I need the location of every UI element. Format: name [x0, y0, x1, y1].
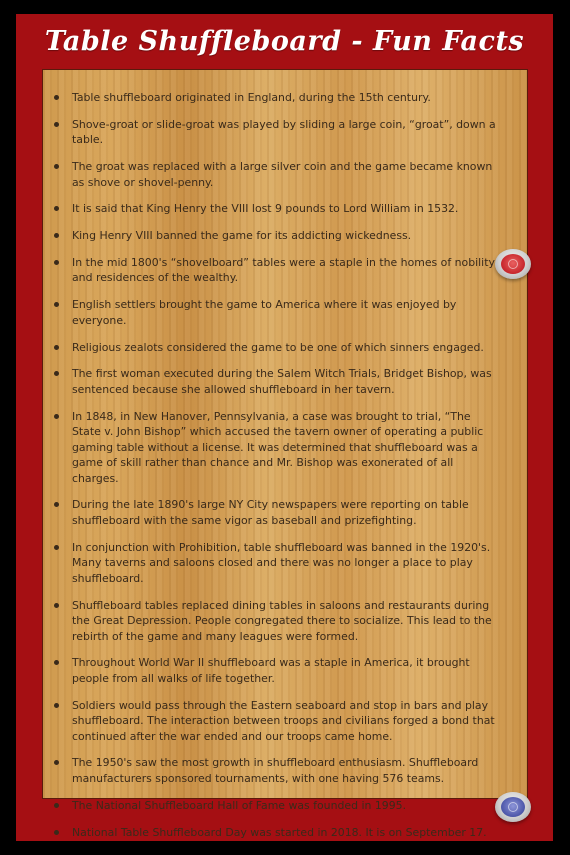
fact-item: English settlers brought the game to America where it was enjoyed by everyone.: [43, 297, 527, 328]
blue-puck-icon: [495, 792, 531, 822]
fact-item: The first woman executed during the Salem Witch Trials, Bridget Bishop, was sentenced because she allowed shuffleboard in her tavern.: [43, 366, 527, 397]
fact-item: Religious zealots considered the game to be one of which sinners engaged.: [43, 340, 527, 356]
fact-item: Shove-groat or slide-groat was played by sliding a large coin, “groat”, down a table.: [43, 117, 527, 148]
fact-item: King Henry VIII banned the game for its addicting wickedness.: [43, 228, 527, 244]
red-puck-emblem: [508, 259, 518, 269]
fact-item: During the late 1890's large NY City newspapers were reporting on table shuffleboard with the same vigor as baseball and prizefighting.: [43, 497, 527, 528]
facts-list: [43, 90, 527, 851]
fact-item: Soldiers would pass through the Eastern seaboard and stop in bars and play shuffleboard. The interaction between troops and civilians forged a bond that continued after the war ended and our troops came home.: [43, 698, 527, 745]
blue-puck-emblem: [508, 802, 518, 812]
fact-item: Table shuffleboard originated in England, during the 15th century.: [43, 90, 527, 106]
fact-item: The groat was replaced with a large silver coin and the game became known as shove or shovel-penny.: [43, 159, 527, 190]
fact-item: Throughout World War II shuffleboard was a staple in America, it brought people from all walks of life together.: [43, 655, 527, 686]
fact-item: Shuffleboard tables replaced dining tables in saloons and restaurants during the Great Depression. People congregated there to socialize. This lead to the rebirth of the game and many leagues were formed.: [43, 598, 527, 645]
red-puck-icon: [495, 249, 531, 279]
fact-item: In conjunction with Prohibition, table shuffleboard was banned in the 1920's. Many taverns and saloons closed and there was no longer a place to play shuffleboard.: [43, 540, 527, 587]
poster-title: Table Shuffleboard - Fun Facts: [44, 26, 525, 57]
fact-item: The National Shuffleboard Hall of Fame was founded in 1995.: [43, 798, 527, 814]
fact-item: In 1848, in New Hanover, Pennsylvania, a case was brought to trial, “The State v. John Bishop” which accused the tavern owner of operating a public gaming table without a license. It was determined that shuffleboard was a game of skill rather than chance and Mr. Bishop was exonerated of all charges.: [43, 409, 527, 487]
fact-item: National Table Shuffleboard Day was started in 2018. It is on September 17.: [43, 825, 527, 841]
poster-frame: [16, 14, 553, 841]
fact-item: It is said that King Henry the VIII lost 9 pounds to Lord William in 1532.: [43, 201, 527, 217]
fact-item: The 1950's saw the most growth in shuffleboard enthusiasm. Shuffleboard manufacturers sponsored tournaments, with one having 576 teams.: [43, 755, 527, 786]
wood-board: [42, 69, 528, 839]
fact-item: In the mid 1800's “shovelboard” tables were a staple in the homes of nobility and residences of the wealthy.: [43, 255, 527, 286]
